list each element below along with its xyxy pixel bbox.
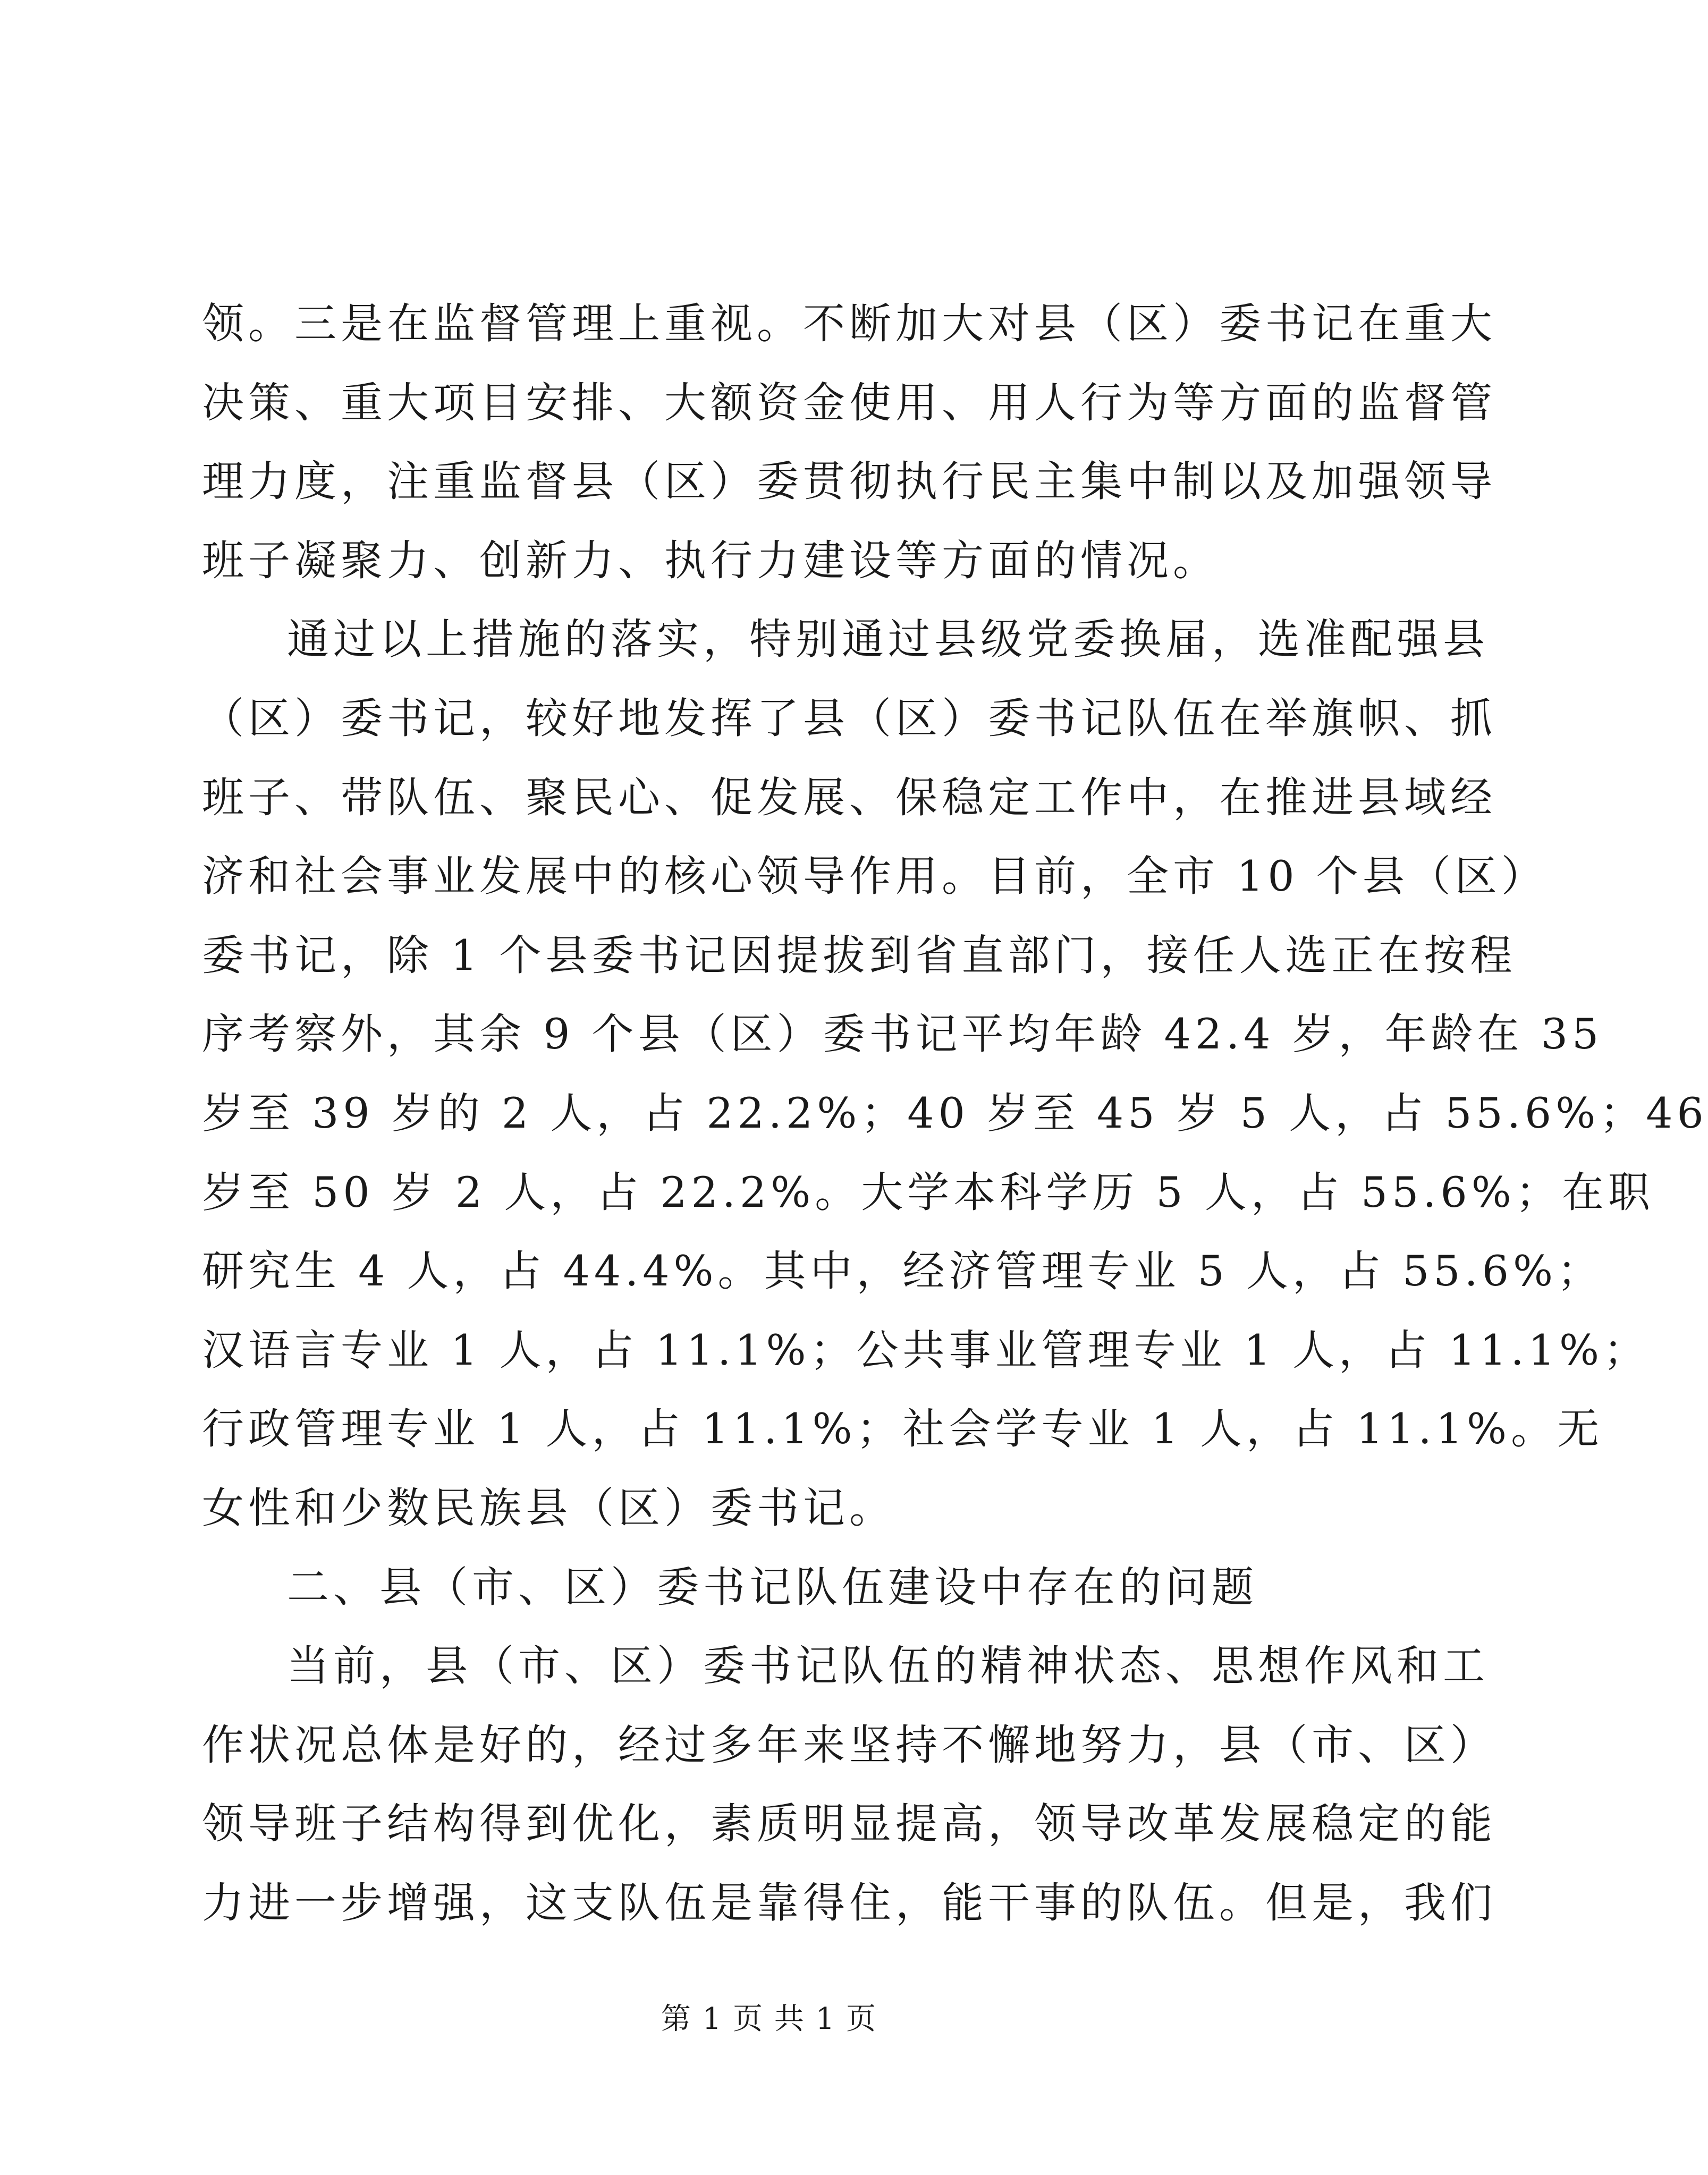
text-line: 岁至 50 岁 2 人，占 22.2%。大学本科学历 5 人，占 55.6%；在职 bbox=[202, 1167, 1654, 1217]
text-line: 班子凝聚力、创新力、执行力建设等方面的情况。 bbox=[202, 536, 1219, 585]
document-body bbox=[202, 284, 1708, 1942]
page-footer: 第 1 页 共 1 页 bbox=[661, 2002, 877, 2036]
text-line: 序考察外，其余 9 个县（区）委书记平均年龄 42.4 岁，年龄在 35 bbox=[202, 1010, 1603, 1059]
text-line: 作状况总体是好的，经过多年来坚持不懈地努力，县（市、区） bbox=[202, 1720, 1496, 1770]
text-line: 汉语言专业 1 人，占 11.1%；公共事业管理专业 1 人，占 11.1%； bbox=[202, 1325, 1650, 1375]
text-line: 力进一步增强，这支队伍是靠得住，能干事的队伍。但是，我们 bbox=[202, 1878, 1496, 1927]
section-heading: 二、县（市、区）委书记队伍建设中存在的问题 bbox=[287, 1562, 1258, 1612]
text-line: 济和社会事业发展中的核心领导作用。目前，全市 10 个县（区） bbox=[202, 852, 1548, 901]
text-line: （区）委书记，较好地发挥了县（区）委书记队伍在举旗帜、抓 bbox=[202, 693, 1496, 743]
text-line: 行政管理专业 1 人，占 11.1%；社会学专业 1 人，占 11.1%。无 bbox=[202, 1404, 1604, 1454]
paragraph-first-line: 通过以上措施的落实，特别通过县级党委换届，选准配强县 bbox=[287, 615, 1489, 664]
text-line: 领导班子结构得到优化，素质明显提高，领导改革发展稳定的能 bbox=[202, 1799, 1496, 1849]
text-line: 研究生 4 人，占 44.4%。其中，经济管理专业 5 人，占 55.6%； bbox=[202, 1247, 1604, 1296]
text-line: 委书记，除 1 个县委书记因提拔到省直部门，接任人选正在按程 bbox=[202, 930, 1517, 980]
text-line: 女性和少数民族县（区）委书记。 bbox=[202, 1483, 895, 1533]
text-line: 决策、重大项目安排、大额资金使用、用人行为等方面的监督管 bbox=[202, 378, 1496, 427]
text-line: 领。三是在监督管理上重视。不断加大对县（区）委书记在重大 bbox=[202, 299, 1496, 348]
paragraph-first-line: 当前，县（市、区）委书记队伍的精神状态、思想作风和工 bbox=[287, 1641, 1489, 1691]
text-line: 班子、带队伍、聚民心、促发展、保稳定工作中，在推进县域经 bbox=[202, 773, 1496, 822]
text-line: 理力度，注重监督县（区）委贯彻执行民主集中制以及加强领导 bbox=[202, 457, 1496, 506]
text-line: 岁至 39 岁的 2 人，占 22.2%；40 岁至 45 岁 5 人，占 55.6%；46 bbox=[202, 1088, 1708, 1138]
